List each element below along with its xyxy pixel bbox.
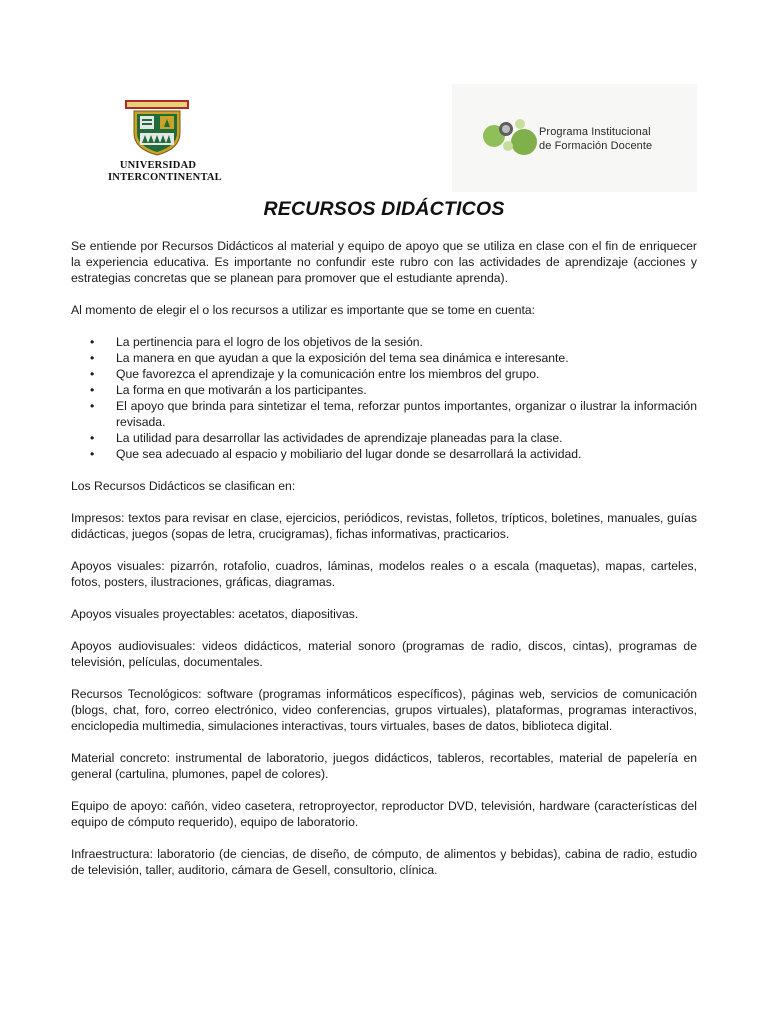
list-item: • La utilidad para desarrollar las actividades de aprendizaje planeadas para la clase.	[71, 430, 697, 446]
category-apoyos-proyectables: Apoyos visuales proyectables: acetatos, diapositivas.	[71, 607, 359, 621]
list-item: • El apoyo que brinda para sintetizar el tema, reforzar puntos importantes, organizar o ilustrar la información revisada.	[71, 398, 697, 430]
university-crest-icon	[122, 97, 192, 157]
program-name	[539, 125, 652, 153]
program-circles-icon	[480, 112, 540, 162]
intro-paragraph: Se entiende por Recursos Didácticos al material y equipo de apoyo que se utiliza en clase con el fin de enriquecer la experiencia educativa. Es importante no confundir este rubro con las actividades de aprendizaje (acciones y estrategias concretas que se planean para promover que el estudiante aprenda).	[71, 239, 697, 285]
list-item: • Que favorezca el aprendizaje y la comunicación entre los miembros del grupo.	[71, 366, 697, 382]
category-apoyos-audiovisuales: Apoyos audiovisuales: videos didácticos, material sonoro (programas de radio, discos, cintas), programas de televisión, películas, documentales.	[71, 639, 697, 669]
category-apoyos-visuales: Apoyos visuales: pizarrón, rotafolio, cuadros, láminas, modelos reales o a escala (maquetas), mapas, carteles, fotos, posters, ilustraciones, gráficas, diagramas.	[71, 559, 697, 589]
list-item: • Que sea adecuado al espacio y mobiliario del lugar donde se desarrollará la actividad.	[71, 446, 697, 462]
considerations-list	[71, 334, 697, 462]
category-infraestructura: Infraestructura: laboratorio (de ciencias, de diseño, de cómputo, de alimentos y bebidas), cabina de radio, estudio de televisión, taller, auditorio, cámara de Gesell, consultorio, clínica.	[71, 847, 697, 877]
considerations-intro: Al momento de elegir el o los recursos a utilizar es importante que se tome en cuenta:	[71, 303, 536, 317]
list-item: • La manera en que ayudan a que la exposición del tema sea dinámica e interesante.	[71, 350, 697, 366]
program-name-line1: Programa Institucional	[539, 126, 651, 138]
category-equipo-apoyo: Equipo de apoyo: cañón, video casetera, retroproyector, reproductor DVD, televisión, hardware (características del equipo de cómputo requerido), equipo de laboratorio.	[71, 799, 697, 829]
program-logo	[452, 84, 697, 192]
category-recursos-tecnologicos: Recursos Tecnológicos: software (programas informáticos específicos), páginas web, servicios de comunicación (blogs, chat, foro, correo electrónico, video conferencias, grupos virtuales), plataformas, programas interactivos, enciclopedia multimedia, simulaciones interactivas, tours virtuales, bases de datos, biblioteca digital.	[71, 687, 697, 733]
university-name-line1: UNIVERSIDAD	[119, 160, 197, 171]
document-body	[71, 238, 697, 894]
university-logo	[108, 97, 222, 185]
category-impresos: Impresos: textos para revisar en clase, ejercicios, periódicos, revistas, folletos, trípticos, boletines, manuales, guías didácticas, juegos (sopas de letra, crucigramas), fichas informativas, practicarios.	[71, 511, 697, 541]
list-item: • La forma en que motivarán a los participantes.	[71, 382, 697, 398]
page-title: RECURSOS DIDÁCTICOS	[263, 198, 505, 220]
classification-intro: Los Recursos Didácticos se clasifican en:	[71, 479, 296, 493]
category-material-concreto: Material concreto: instrumental de laboratorio, juegos didácticos, tableros, recortables, material de papelería en general (cartulina, plumones, papel de colores).	[71, 751, 697, 781]
university-name-line2: INTERCONTINENTAL	[108, 172, 222, 183]
list-item: • La pertinencia para el logro de los objetivos de la sesión.	[71, 334, 697, 350]
program-name-line2: de Formación Docente	[539, 140, 653, 152]
